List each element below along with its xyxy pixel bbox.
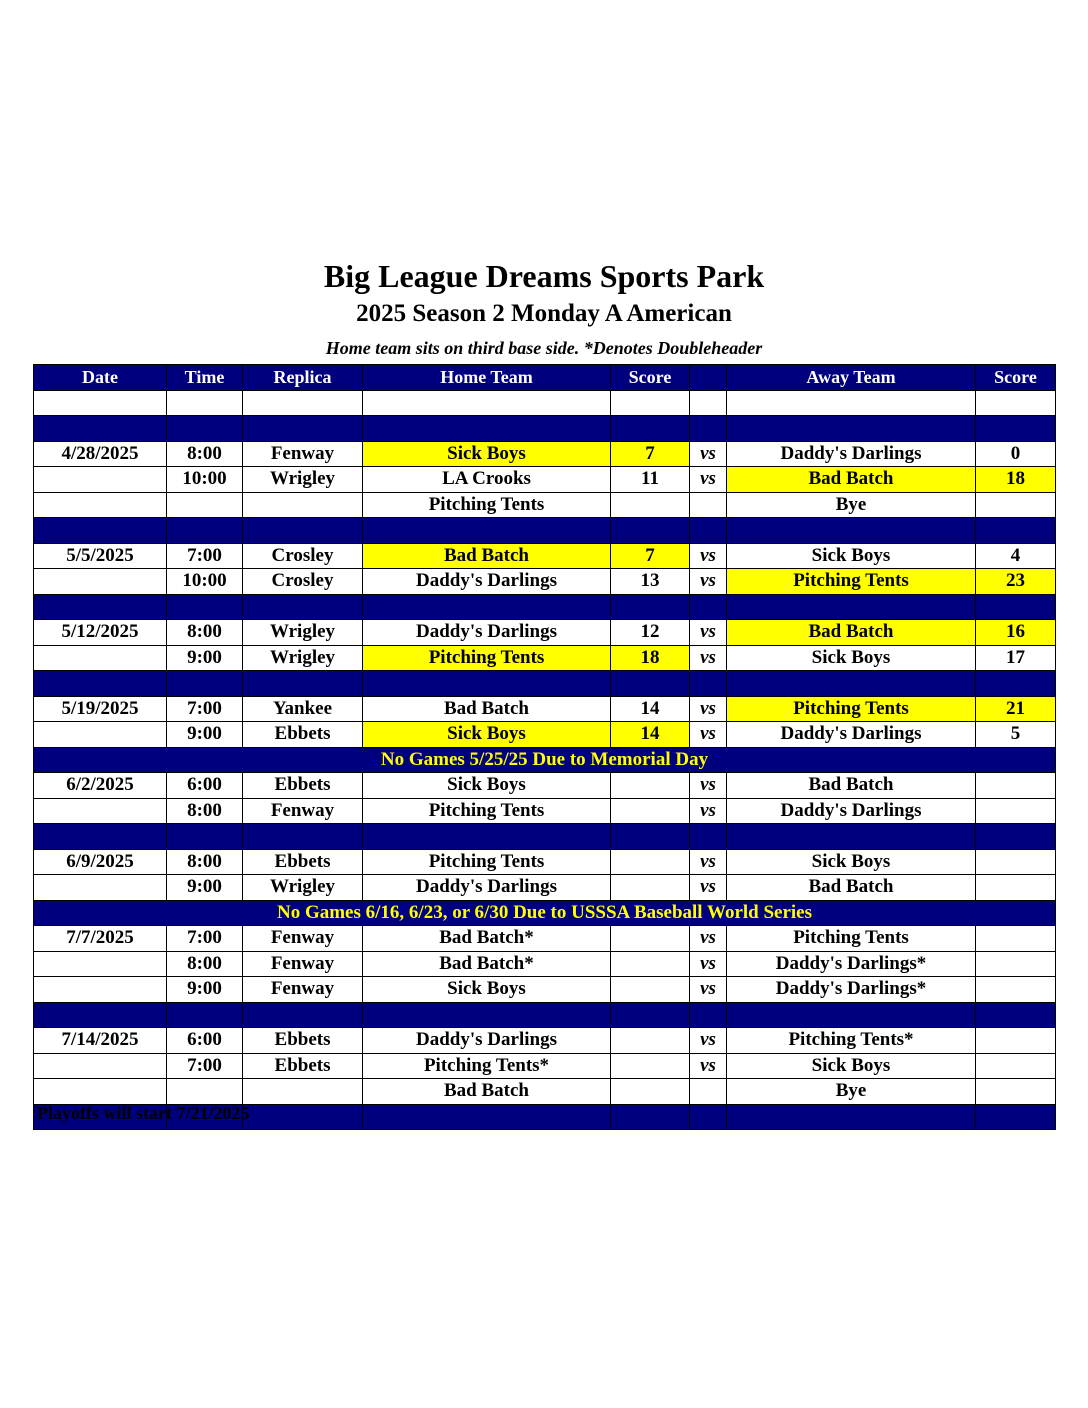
game-date	[34, 492, 167, 518]
away-team: Sick Boys	[727, 1053, 976, 1079]
home-score	[611, 1079, 690, 1105]
vs-label: vs	[690, 1053, 727, 1079]
home-team: Daddy's Darlings	[363, 620, 611, 646]
separator-row	[34, 824, 1056, 850]
away-score	[976, 951, 1056, 977]
game-field: Wrigley	[243, 875, 363, 901]
vs-label: vs	[690, 926, 727, 952]
vs-label: vs	[690, 569, 727, 595]
game-time	[167, 1079, 243, 1105]
vs-label: vs	[690, 1028, 727, 1054]
vs-label: vs	[690, 849, 727, 875]
game-field	[243, 1104, 363, 1130]
home-score	[611, 849, 690, 875]
home-score	[611, 1028, 690, 1054]
game-date	[34, 1079, 167, 1105]
game-time: 9:00	[167, 977, 243, 1003]
game-time	[167, 416, 243, 442]
schedule-table	[33, 364, 1056, 1130]
home-score	[611, 977, 690, 1003]
notice-text: No Games 6/16, 6/23, or 6/30 Due to USSSA Baseball World Series	[34, 900, 1056, 926]
col-replica: Replica	[243, 365, 363, 391]
game-row	[34, 1053, 1056, 1079]
game-row	[34, 620, 1056, 646]
home-score	[611, 1002, 690, 1028]
home-score	[611, 798, 690, 824]
col-home-team: Home Team	[363, 365, 611, 391]
game-date	[34, 645, 167, 671]
vs-label	[690, 1104, 727, 1130]
col-vs	[690, 365, 727, 391]
separator-row	[34, 416, 1056, 442]
away-team	[727, 1104, 976, 1130]
game-date	[34, 1002, 167, 1028]
home-score: 14	[611, 696, 690, 722]
game-time: 7:00	[167, 696, 243, 722]
vs-label: vs	[690, 467, 727, 493]
home-score: 14	[611, 722, 690, 748]
game-field: Yankee	[243, 696, 363, 722]
game-time: 8:00	[167, 441, 243, 467]
col-time: Time	[167, 365, 243, 391]
game-date: 6/2/2025	[34, 773, 167, 799]
vs-label	[690, 416, 727, 442]
away-team: Bye	[727, 1079, 976, 1105]
separator-row	[34, 594, 1056, 620]
game-field	[243, 1079, 363, 1105]
game-row	[34, 722, 1056, 748]
game-field: Fenway	[243, 798, 363, 824]
away-team: Daddy's Darlings*	[727, 977, 976, 1003]
game-time: 7:00	[167, 1053, 243, 1079]
game-date	[34, 951, 167, 977]
away-score	[976, 671, 1056, 697]
game-row	[34, 467, 1056, 493]
game-field	[243, 390, 363, 416]
vs-label: vs	[690, 696, 727, 722]
col-away-score: Score	[976, 365, 1056, 391]
home-team: Sick Boys	[363, 722, 611, 748]
game-field: Crosley	[243, 569, 363, 595]
vs-label: vs	[690, 441, 727, 467]
away-score	[976, 798, 1056, 824]
game-field: Ebbets	[243, 1053, 363, 1079]
home-score	[611, 824, 690, 850]
away-team: Sick Boys	[727, 543, 976, 569]
game-field: Ebbets	[243, 773, 363, 799]
away-team: Daddy's Darlings*	[727, 951, 976, 977]
blank-row	[34, 390, 1056, 416]
game-field	[243, 416, 363, 442]
vs-label: vs	[690, 875, 727, 901]
home-team: LA Crooks	[363, 467, 611, 493]
away-team: Pitching Tents	[727, 926, 976, 952]
game-row	[34, 696, 1056, 722]
home-team: Sick Boys	[363, 441, 611, 467]
separator-row	[34, 518, 1056, 544]
game-time: 8:00	[167, 798, 243, 824]
game-row	[34, 773, 1056, 799]
home-score	[611, 926, 690, 952]
away-score	[976, 773, 1056, 799]
home-team: Bad Batch*	[363, 926, 611, 952]
header-row	[34, 365, 1056, 391]
game-time: 7:00	[167, 543, 243, 569]
game-row	[34, 543, 1056, 569]
league-subtitle: 2025 Season 2 Monday A American	[356, 300, 732, 327]
home-score	[611, 594, 690, 620]
away-team: Bad Batch	[727, 620, 976, 646]
game-field: Fenway	[243, 441, 363, 467]
game-field: Ebbets	[243, 849, 363, 875]
home-score	[611, 875, 690, 901]
vs-label: vs	[690, 977, 727, 1003]
home-score	[611, 416, 690, 442]
away-team: Daddy's Darlings	[727, 722, 976, 748]
home-score	[611, 492, 690, 518]
away-score	[976, 594, 1056, 620]
away-score	[976, 849, 1056, 875]
game-date	[34, 390, 167, 416]
away-team	[727, 594, 976, 620]
home-team: Pitching Tents	[363, 492, 611, 518]
home-team	[363, 824, 611, 850]
game-row	[34, 875, 1056, 901]
game-field: Wrigley	[243, 620, 363, 646]
col-date: Date	[34, 365, 167, 391]
game-date	[34, 467, 167, 493]
game-field: Fenway	[243, 926, 363, 952]
home-team	[363, 518, 611, 544]
game-time: 9:00	[167, 722, 243, 748]
home-team: Bad Batch	[363, 1079, 611, 1105]
game-date	[34, 977, 167, 1003]
vs-label: vs	[690, 543, 727, 569]
game-date	[34, 824, 167, 850]
home-team	[363, 416, 611, 442]
game-date	[34, 875, 167, 901]
away-team	[727, 390, 976, 416]
game-row	[34, 1079, 1056, 1105]
away-team: Daddy's Darlings	[727, 798, 976, 824]
home-team: Bad Batch*	[363, 951, 611, 977]
vs-label	[690, 1079, 727, 1105]
notice-row	[34, 747, 1056, 773]
home-score: 11	[611, 467, 690, 493]
home-score: 7	[611, 441, 690, 467]
game-field	[243, 518, 363, 544]
game-time: 7:00	[167, 926, 243, 952]
game-date: 7/7/2025	[34, 926, 167, 952]
separator-row	[34, 1002, 1056, 1028]
game-row	[34, 1028, 1056, 1054]
game-date	[34, 416, 167, 442]
game-field: Fenway	[243, 951, 363, 977]
game-field	[243, 594, 363, 620]
home-team: Pitching Tents	[363, 849, 611, 875]
game-time: 10:00	[167, 569, 243, 595]
notice-row	[34, 900, 1056, 926]
vs-label	[690, 492, 727, 518]
game-date: 6/9/2025	[34, 849, 167, 875]
home-team: Daddy's Darlings	[363, 569, 611, 595]
home-team: Pitching Tents*	[363, 1053, 611, 1079]
game-time: 9:00	[167, 875, 243, 901]
col-home-score: Score	[611, 365, 690, 391]
away-score: 18	[976, 467, 1056, 493]
game-time: 9:00	[167, 645, 243, 671]
home-score: 18	[611, 645, 690, 671]
vs-label	[690, 518, 727, 544]
vs-label: vs	[690, 645, 727, 671]
away-score	[976, 1079, 1056, 1105]
away-score: 21	[976, 696, 1056, 722]
home-team: Pitching Tents	[363, 798, 611, 824]
away-team	[727, 416, 976, 442]
game-date: 5/5/2025	[34, 543, 167, 569]
game-time	[167, 671, 243, 697]
game-date: 7/14/2025	[34, 1028, 167, 1054]
away-team: Pitching Tents	[727, 696, 976, 722]
vs-label	[690, 594, 727, 620]
home-team: Bad Batch	[363, 696, 611, 722]
home-team	[363, 390, 611, 416]
vs-label	[690, 390, 727, 416]
playoffs-note: Playoffs will start 7/21/2025	[37, 1103, 250, 1123]
game-row	[34, 977, 1056, 1003]
away-score	[976, 1053, 1056, 1079]
away-score: 17	[976, 645, 1056, 671]
notice-text: No Games 5/25/25 Due to Memorial Day	[34, 747, 1056, 773]
away-score: 5	[976, 722, 1056, 748]
game-field	[243, 1002, 363, 1028]
away-team: Bad Batch	[727, 875, 976, 901]
game-row	[34, 926, 1056, 952]
game-date: 4/28/2025	[34, 441, 167, 467]
game-field	[243, 671, 363, 697]
away-score	[976, 1028, 1056, 1054]
away-score: 23	[976, 569, 1056, 595]
home-team	[363, 1104, 611, 1130]
game-field: Wrigley	[243, 645, 363, 671]
game-row	[34, 569, 1056, 595]
game-date: 5/12/2025	[34, 620, 167, 646]
away-team: Pitching Tents*	[727, 1028, 976, 1054]
game-time: 8:00	[167, 951, 243, 977]
vs-label	[690, 1002, 727, 1028]
home-score	[611, 951, 690, 977]
game-time	[167, 390, 243, 416]
away-score	[976, 926, 1056, 952]
home-score: 7	[611, 543, 690, 569]
separator-row	[34, 671, 1056, 697]
away-score	[976, 492, 1056, 518]
away-score	[976, 416, 1056, 442]
game-time	[167, 492, 243, 518]
game-field	[243, 492, 363, 518]
away-score	[976, 875, 1056, 901]
home-team	[363, 671, 611, 697]
home-team: Sick Boys	[363, 773, 611, 799]
home-team: Sick Boys	[363, 977, 611, 1003]
vs-label: vs	[690, 620, 727, 646]
vs-label: vs	[690, 773, 727, 799]
away-team	[727, 1002, 976, 1028]
away-team: Pitching Tents	[727, 569, 976, 595]
away-team	[727, 671, 976, 697]
vs-label: vs	[690, 722, 727, 748]
home-score: 12	[611, 620, 690, 646]
home-score	[611, 671, 690, 697]
away-score	[976, 1104, 1056, 1130]
game-row	[34, 441, 1056, 467]
away-team: Bad Batch	[727, 467, 976, 493]
home-score: 13	[611, 569, 690, 595]
away-score	[976, 390, 1056, 416]
game-field: Fenway	[243, 977, 363, 1003]
away-team: Bad Batch	[727, 773, 976, 799]
game-time: 6:00	[167, 1028, 243, 1054]
vs-label	[690, 671, 727, 697]
home-score	[611, 518, 690, 544]
vs-label	[690, 824, 727, 850]
schedule-note: Home team sits on third base side. *Denotes Doubleheader	[325, 338, 763, 358]
away-score: 16	[976, 620, 1056, 646]
game-date	[34, 518, 167, 544]
home-team: Pitching Tents	[363, 645, 611, 671]
game-time: 8:00	[167, 849, 243, 875]
home-team: Daddy's Darlings	[363, 875, 611, 901]
away-score	[976, 1002, 1056, 1028]
game-row	[34, 492, 1056, 518]
game-row	[34, 645, 1056, 671]
away-score	[976, 518, 1056, 544]
game-date	[34, 722, 167, 748]
away-team: Sick Boys	[727, 849, 976, 875]
game-time	[167, 518, 243, 544]
page-title: Big League Dreams Sports Park	[323, 258, 765, 294]
home-team: Daddy's Darlings	[363, 1028, 611, 1054]
home-team: Bad Batch	[363, 543, 611, 569]
game-date: 5/19/2025	[34, 696, 167, 722]
game-row	[34, 849, 1056, 875]
home-score	[611, 1104, 690, 1130]
vs-label: vs	[690, 951, 727, 977]
away-team: Bye	[727, 492, 976, 518]
away-team: Daddy's Darlings	[727, 441, 976, 467]
home-team	[363, 1002, 611, 1028]
away-team	[727, 518, 976, 544]
away-team: Sick Boys	[727, 645, 976, 671]
game-time	[167, 594, 243, 620]
game-time: 10:00	[167, 467, 243, 493]
game-date	[34, 594, 167, 620]
col-away-team: Away Team	[727, 365, 976, 391]
game-field: Crosley	[243, 543, 363, 569]
game-time: 8:00	[167, 620, 243, 646]
home-score	[611, 773, 690, 799]
game-date	[34, 798, 167, 824]
game-field: Ebbets	[243, 722, 363, 748]
away-score	[976, 824, 1056, 850]
away-score	[976, 977, 1056, 1003]
game-date	[34, 1053, 167, 1079]
game-date	[34, 569, 167, 595]
game-time	[167, 824, 243, 850]
game-date	[34, 671, 167, 697]
game-row	[34, 798, 1056, 824]
vs-label: vs	[690, 798, 727, 824]
away-score: 0	[976, 441, 1056, 467]
away-team	[727, 824, 976, 850]
home-score	[611, 390, 690, 416]
game-time: 6:00	[167, 773, 243, 799]
game-row	[34, 951, 1056, 977]
game-field: Wrigley	[243, 467, 363, 493]
home-team	[363, 594, 611, 620]
game-time	[167, 1002, 243, 1028]
game-field: Ebbets	[243, 1028, 363, 1054]
game-field	[243, 824, 363, 850]
home-score	[611, 1053, 690, 1079]
away-score: 4	[976, 543, 1056, 569]
